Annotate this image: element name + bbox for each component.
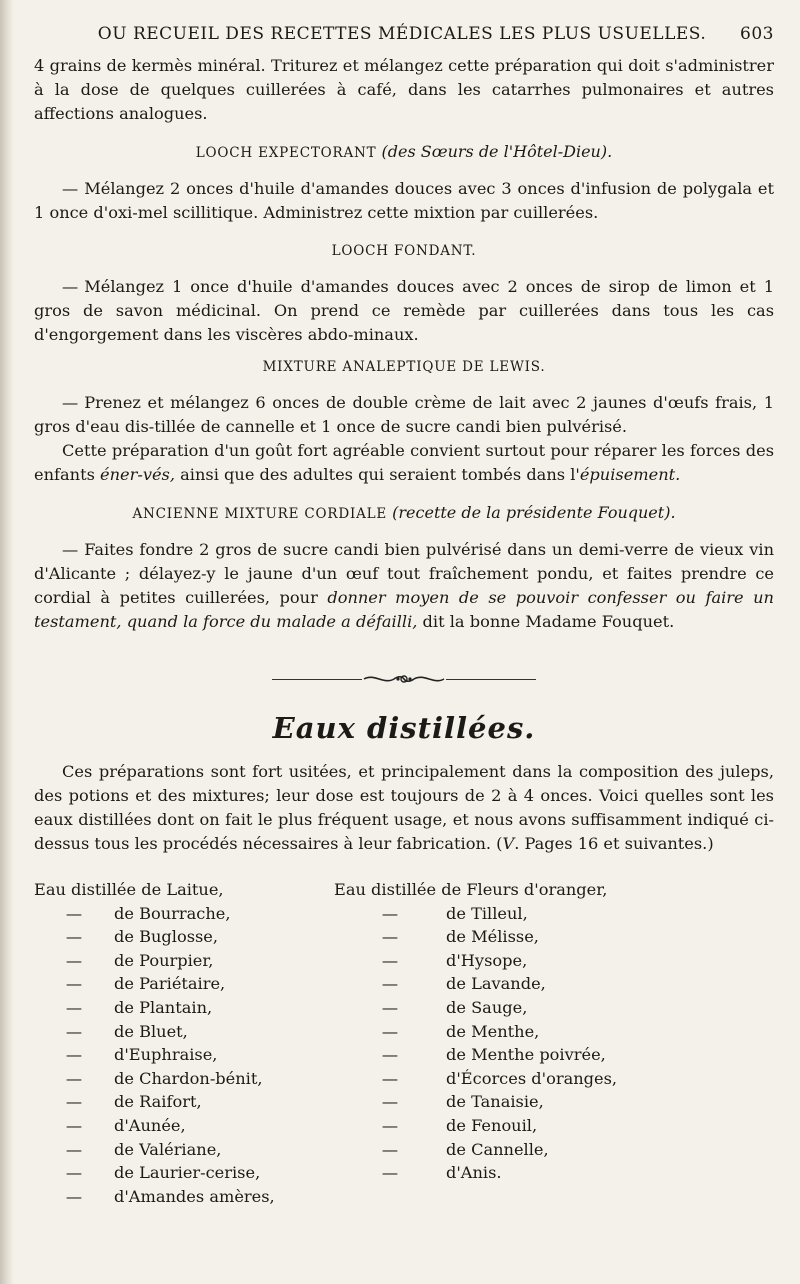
recipe-heading-looch-expectorant: LOOCH EXPECTORANT (des Sœurs de l'Hôtel-Dieu).	[195, 142, 613, 161]
list-item: — de Laurier-cerise,	[65, 1163, 261, 1183]
list-item: — de Pourpier,	[65, 950, 214, 970]
list-item: Eau distillée de Fleurs d'oranger,	[334, 880, 608, 899]
list-item: — de Tanaisie,	[381, 1092, 544, 1112]
list-item: — de Raifort,	[65, 1092, 202, 1112]
recipe-text-mixture-lewis: — Prenez et mélangez 6 onces de double crème de lait avec 2 jaunes d'œufs frais, 1 gros d'eau dis-tillée de cannelle et 1 once de sucre candi bien pulvérisé.	[34, 393, 774, 436]
running-head	[34, 22, 774, 46]
list-item: — de Fenouil,	[381, 1115, 538, 1135]
recipe-text-mixture-lewis-note: Cette préparation d'un goût fort agréable convient surtout pour réparer les forces des enfants éner-vés, ainsi que des adultes qui seraient tombés dans l'épuisement.	[34, 441, 774, 484]
list-item: — de Menthe poivrée,	[381, 1045, 606, 1065]
section-title: Eaux distillées.	[272, 711, 536, 745]
distilled-waters-list	[34, 878, 774, 1208]
list-item: Eau distillée de Laitue,	[34, 880, 224, 899]
list-item: — de Valériane,	[65, 1139, 222, 1159]
list-item: — d'Euphraise,	[65, 1045, 218, 1065]
list-item: — de Mélisse,	[381, 927, 539, 947]
book-page	[34, 22, 774, 1208]
running-head-title: OU RECUEIL DES RECETTES MÉDICALES LES PLUS USUELLES.	[97, 24, 707, 44]
list-item: — d'Aunée,	[65, 1115, 186, 1135]
list-column-left	[34, 878, 334, 1208]
recipe-text-looch-fondant: — Mélangez 1 once d'huile d'amandes douces avec 2 onces de sirop de limon et 1 gros de savon médicinal. On prend ce remède par cuillerées dans tous les cas d'engorgement dans les viscères abdo-minaux.	[34, 277, 774, 344]
list-item: — de Buglosse,	[65, 927, 219, 947]
list-item: — de Cannelle,	[381, 1139, 549, 1159]
list-item: — de Menthe,	[381, 1021, 540, 1041]
list-item: — d'Écorces d'oranges,	[381, 1068, 618, 1088]
list-item: — de Lavande,	[381, 974, 546, 994]
page-number: 603	[740, 24, 774, 44]
recipe-heading-mixture-cordiale: ANCIENNE MIXTURE CORDIALE (recette de la présidente Fouquet).	[132, 503, 676, 522]
recipe-heading-mixture-lewis: MIXTURE ANALEPTIQUE DE LEWIS.	[262, 359, 546, 375]
recipe-heading-looch-fondant: LOOCH FONDANT.	[331, 243, 477, 259]
intro-paragraph: 4 grains de kermès minéral. Triturez et mélangez cette préparation qui doit s'administrer à la dose de quelques cuillerées à café, dans les catarrhes pulmonaires et autres affections analogues.	[34, 56, 774, 123]
ornament-flourish-icon	[362, 672, 446, 686]
list-item: — d'Amandes amères,	[65, 1186, 275, 1206]
list-item: — de Sauge,	[381, 997, 528, 1017]
section-intro: Ces préparations sont fort usitées, et principalement dans la composition des juleps, des potions et des mixtures; leur dose est toujours de 2 à 4 onces. Voici quelles sont les eaux distillées dont on fait le plus fréquent usage, et nous avons suffisamment indiqué ci-dessus tous les procédés nécessaires à leur fabrication. (V. Pages 16 et suivantes.)	[34, 762, 774, 853]
recipe-text-looch-expectorant: — Mélangez 2 onces d'huile d'amandes douces avec 3 onces d'infusion de polygala et 1 once d'oxi-mel scillitique. Administrez cette mixtion par cuillerées.	[34, 179, 774, 222]
list-column-right	[334, 878, 774, 1208]
list-item: — de Tilleul,	[381, 903, 528, 923]
recipe-text-mixture-cordiale: — Faites fondre 2 gros de sucre candi bien pulvérisé dans un demi-verre de vieux vin d'Alicante ; délayez-y le jaune d'un œuf tout fraîchement pondu, et faites prendre ce cordial à petites cuillerées, pour donner moyen de se pouvoir confesser ou faire un testament, quand la force du malade a défailli, dit la bonne Madame Fouquet.	[34, 540, 774, 631]
list-item: — d'Hysope,	[381, 950, 528, 970]
list-item: — de Chardon-bénit,	[65, 1068, 263, 1088]
list-item: — de Pariétaire,	[65, 974, 226, 994]
list-item: — de Bluet,	[65, 1021, 188, 1041]
list-item: — d'Anis.	[381, 1163, 502, 1183]
section-ornament	[34, 672, 774, 686]
book-spine-shadow	[0, 0, 14, 1284]
list-item: — de Bourrache,	[65, 903, 231, 923]
list-item: — de Plantain,	[65, 997, 213, 1017]
